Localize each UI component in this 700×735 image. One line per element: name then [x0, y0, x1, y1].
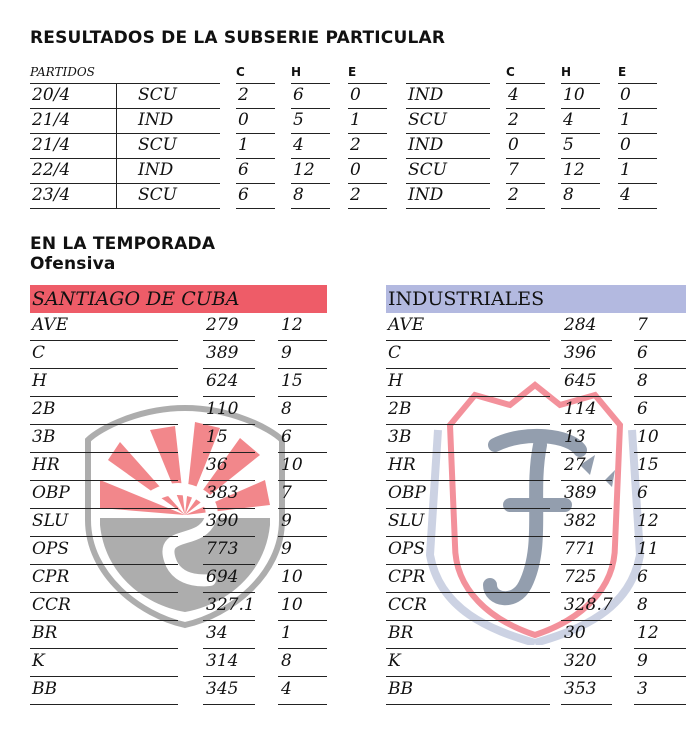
subseries-cell-h2: 10 — [563, 85, 585, 105]
industriales-stat-value: 382 — [564, 511, 597, 531]
santiago-stat-rank: 12 — [281, 315, 303, 335]
subseries-cell-e1: 2 — [350, 185, 361, 205]
santiago-stat-label: BR — [32, 623, 58, 643]
santiago-stat-value: 314 — [206, 651, 239, 671]
santiago-stat-label: C — [32, 343, 46, 363]
stat-row-divider — [278, 704, 327, 705]
subseries-cell-c1: 6 — [238, 185, 249, 205]
subseries-table — [30, 60, 660, 220]
santiago-stat-label: BB — [32, 679, 57, 699]
subseries-cell-e2: 0 — [620, 85, 631, 105]
santiago-stat-value: 624 — [206, 371, 239, 391]
subseries-cell-h1: 6 — [293, 85, 304, 105]
row-divider — [618, 208, 657, 209]
industriales-stat-value: 114 — [564, 399, 597, 419]
industriales-stat-label: SLU — [388, 511, 425, 531]
industriales-stat-value: 284 — [564, 315, 597, 335]
santiago-stat-value: 390 — [206, 511, 239, 531]
header-partidos: PARTIDOS — [30, 65, 95, 79]
subseries-cell-e2: 4 — [620, 185, 631, 205]
stat-row-divider — [203, 704, 255, 705]
santiago-stat-label: AVE — [32, 315, 69, 335]
row-divider — [30, 208, 220, 209]
industriales-stat-value: 320 — [564, 651, 597, 671]
subseries-cell-t2: IND — [408, 135, 444, 155]
stat-row-divider — [30, 368, 178, 369]
industriales-stat-rank: 8 — [637, 595, 648, 615]
subseries-cell-c2: 2 — [508, 185, 519, 205]
industriales-stat-rank: 12 — [637, 623, 659, 643]
subseries-title: RESULTADOS DE LA SUBSERIE PARTICULAR — [30, 28, 446, 48]
industriales-stat-label: CPR — [388, 567, 426, 587]
industriales-stat-rank: 3 — [637, 679, 648, 699]
subseries-cell-date: 20/4 — [32, 85, 71, 105]
subseries-cell-e2: 1 — [620, 110, 631, 130]
header-h2: H — [561, 65, 572, 79]
industriales-stat-rank: 15 — [637, 455, 659, 475]
subseries-cell-c1: 1 — [238, 135, 249, 155]
santiago-stat-label: H — [32, 371, 47, 391]
subseries-cell-h2: 8 — [563, 185, 574, 205]
santiago-stat-rank: 8 — [281, 399, 292, 419]
subseries-cell-e1: 2 — [350, 135, 361, 155]
subseries-cell-date: 23/4 — [32, 185, 71, 205]
santiago-stat-value: 694 — [206, 567, 239, 587]
santiago-stat-label: CCR — [32, 595, 71, 615]
santiago-stat-label: HR — [32, 455, 60, 475]
subseries-cell-e1: 0 — [350, 160, 361, 180]
santiago-stat-label: CPR — [32, 567, 70, 587]
santiago-stat-label: OBP — [32, 483, 70, 503]
santiago-stat-rank: 7 — [281, 483, 292, 503]
santiago-stat-rank: 10 — [281, 455, 303, 475]
santiago-stat-value: 36 — [206, 455, 228, 475]
industriales-stat-rank: 6 — [637, 399, 648, 419]
industriales-stat-label: BR — [388, 623, 414, 643]
industriales-stat-label: OBP — [388, 483, 426, 503]
row-divider — [348, 208, 387, 209]
industriales-stat-value: 328.7 — [564, 595, 613, 615]
stat-row-divider — [30, 648, 178, 649]
santiago-stat-rank: 15 — [281, 371, 303, 391]
santiago-stat-value: 345 — [206, 679, 239, 699]
industriales-stat-value: 396 — [564, 343, 597, 363]
santiago-stat-rank: 9 — [281, 539, 292, 559]
santiago-stat-value: 34 — [206, 623, 228, 643]
subseries-cell-h2: 12 — [563, 160, 585, 180]
subseries-cell-c2: 7 — [508, 160, 519, 180]
subseries-cell-c1: 6 — [238, 160, 249, 180]
santiago-header-bar: SANTIAGO DE CUBA — [30, 285, 327, 313]
header-c: C — [236, 65, 245, 79]
subseries-cell-date: 21/4 — [32, 110, 71, 130]
stat-row-divider — [30, 340, 178, 341]
santiago-stat-value: 773 — [206, 539, 239, 559]
subseries-cell-t2: SCU — [408, 110, 447, 130]
industriales-stat-label: 2B — [388, 399, 412, 419]
industriales-stat-label: 3B — [388, 427, 412, 447]
header-e: E — [348, 65, 357, 79]
industriales-stat-value: 771 — [564, 539, 597, 559]
industriales-stat-rank: 12 — [637, 511, 659, 531]
industriales-stat-rank: 7 — [637, 315, 648, 335]
industriales-stat-label: C — [388, 343, 402, 363]
santiago-stat-value: 327.1 — [206, 595, 255, 615]
santiago-stat-rank: 6 — [281, 427, 292, 447]
row-divider — [236, 208, 275, 209]
santiago-stat-rank: 9 — [281, 511, 292, 531]
industriales-stat-label: H — [388, 371, 403, 391]
subseries-cell-t2: SCU — [408, 160, 447, 180]
row-divider — [561, 208, 600, 209]
subseries-cell-t1: SCU — [138, 135, 177, 155]
header-h: H — [291, 65, 302, 79]
subseries-cell-c1: 2 — [238, 85, 249, 105]
stat-row-divider — [561, 704, 612, 705]
santiago-stat-rank: 10 — [281, 595, 303, 615]
subseries-cell-date: 22/4 — [32, 160, 71, 180]
santiago-logo-watermark — [80, 400, 290, 630]
industriales-logo-watermark — [420, 375, 650, 645]
industriales-stat-label: BB — [388, 679, 413, 699]
subseries-cell-e1: 0 — [350, 85, 361, 105]
subseries-cell-h1: 12 — [293, 160, 315, 180]
santiago-stat-value: 279 — [206, 315, 239, 335]
industriales-stat-rank: 8 — [637, 371, 648, 391]
industriales-stat-value: 725 — [564, 567, 597, 587]
industriales-stat-label: OPS — [388, 539, 426, 559]
subseries-cell-h2: 4 — [563, 110, 574, 130]
subseries-cell-e1: 1 — [350, 110, 361, 130]
santiago-stat-label: SLU — [32, 511, 69, 531]
subseries-cell-e2: 0 — [620, 135, 631, 155]
industriales-stat-rank: 6 — [637, 567, 648, 587]
subseries-cell-t2: IND — [408, 85, 444, 105]
subseries-cell-e2: 1 — [620, 160, 631, 180]
santiago-stat-rank: 10 — [281, 567, 303, 587]
industriales-stat-rank: 10 — [637, 427, 659, 447]
subseries-cell-h1: 5 — [293, 110, 304, 130]
subseries-cell-t1: IND — [138, 160, 174, 180]
industriales-stat-label: CCR — [388, 595, 427, 615]
santiago-stat-label: 2B — [32, 399, 56, 419]
stat-row-divider — [386, 340, 550, 341]
santiago-stat-label: OPS — [32, 539, 70, 559]
industriales-stat-value: 30 — [564, 623, 586, 643]
santiago-stat-value: 389 — [206, 343, 239, 363]
header-c2: C — [506, 65, 515, 79]
stat-row-divider — [386, 648, 550, 649]
stat-row-divider — [30, 704, 178, 705]
row-divider — [506, 208, 545, 209]
santiago-stat-label: K — [32, 651, 45, 671]
stat-row-divider — [386, 704, 550, 705]
subseries-cell-t1: SCU — [138, 185, 177, 205]
stat-row-divider — [386, 368, 550, 369]
industriales-stat-rank: 6 — [637, 483, 648, 503]
santiago-stat-rank: 9 — [281, 343, 292, 363]
industriales-stat-value: 13 — [564, 427, 586, 447]
subseries-cell-c2: 4 — [508, 85, 519, 105]
subseries-cell-t2: IND — [408, 185, 444, 205]
santiago-stat-label: 3B — [32, 427, 56, 447]
industriales-stat-rank: 6 — [637, 343, 648, 363]
santiago-stat-rank: 1 — [281, 623, 292, 643]
subseries-cell-h1: 4 — [293, 135, 304, 155]
row-divider — [291, 208, 330, 209]
subseries-cell-c2: 0 — [508, 135, 519, 155]
subseries-cell-h1: 8 — [293, 185, 304, 205]
industriales-stat-value: 389 — [564, 483, 597, 503]
stat-row-divider — [634, 704, 686, 705]
santiago-stat-rank: 8 — [281, 651, 292, 671]
subseries-cell-c1: 0 — [238, 110, 249, 130]
row-divider — [406, 208, 490, 209]
subseries-cell-t1: IND — [138, 110, 174, 130]
industriales-stat-label: AVE — [388, 315, 425, 335]
subseries-cell-c2: 2 — [508, 110, 519, 130]
industriales-stat-label: HR — [388, 455, 416, 475]
santiago-stat-rank: 4 — [281, 679, 292, 699]
header-e2: E — [618, 65, 627, 79]
industriales-stat-rank: 11 — [637, 539, 659, 559]
industriales-stat-value: 645 — [564, 371, 597, 391]
subseries-cell-h2: 5 — [563, 135, 574, 155]
santiago-stat-value: 110 — [206, 399, 239, 419]
industriales-stat-value: 27 — [564, 455, 586, 475]
industriales-stat-rank: 9 — [637, 651, 648, 671]
season-title: EN LA TEMPORADA — [30, 234, 216, 254]
date-team-separator — [116, 84, 117, 209]
industriales-stat-label: K — [388, 651, 401, 671]
industriales-stat-value: 353 — [564, 679, 597, 699]
industriales-header-bar: INDUSTRIALES — [386, 285, 686, 313]
subseries-cell-t1: SCU — [138, 85, 177, 105]
santiago-stat-value: 15 — [206, 427, 228, 447]
season-subtitle: Ofensiva — [30, 254, 116, 274]
santiago-stat-value: 383 — [206, 483, 239, 503]
subseries-cell-date: 21/4 — [32, 135, 71, 155]
